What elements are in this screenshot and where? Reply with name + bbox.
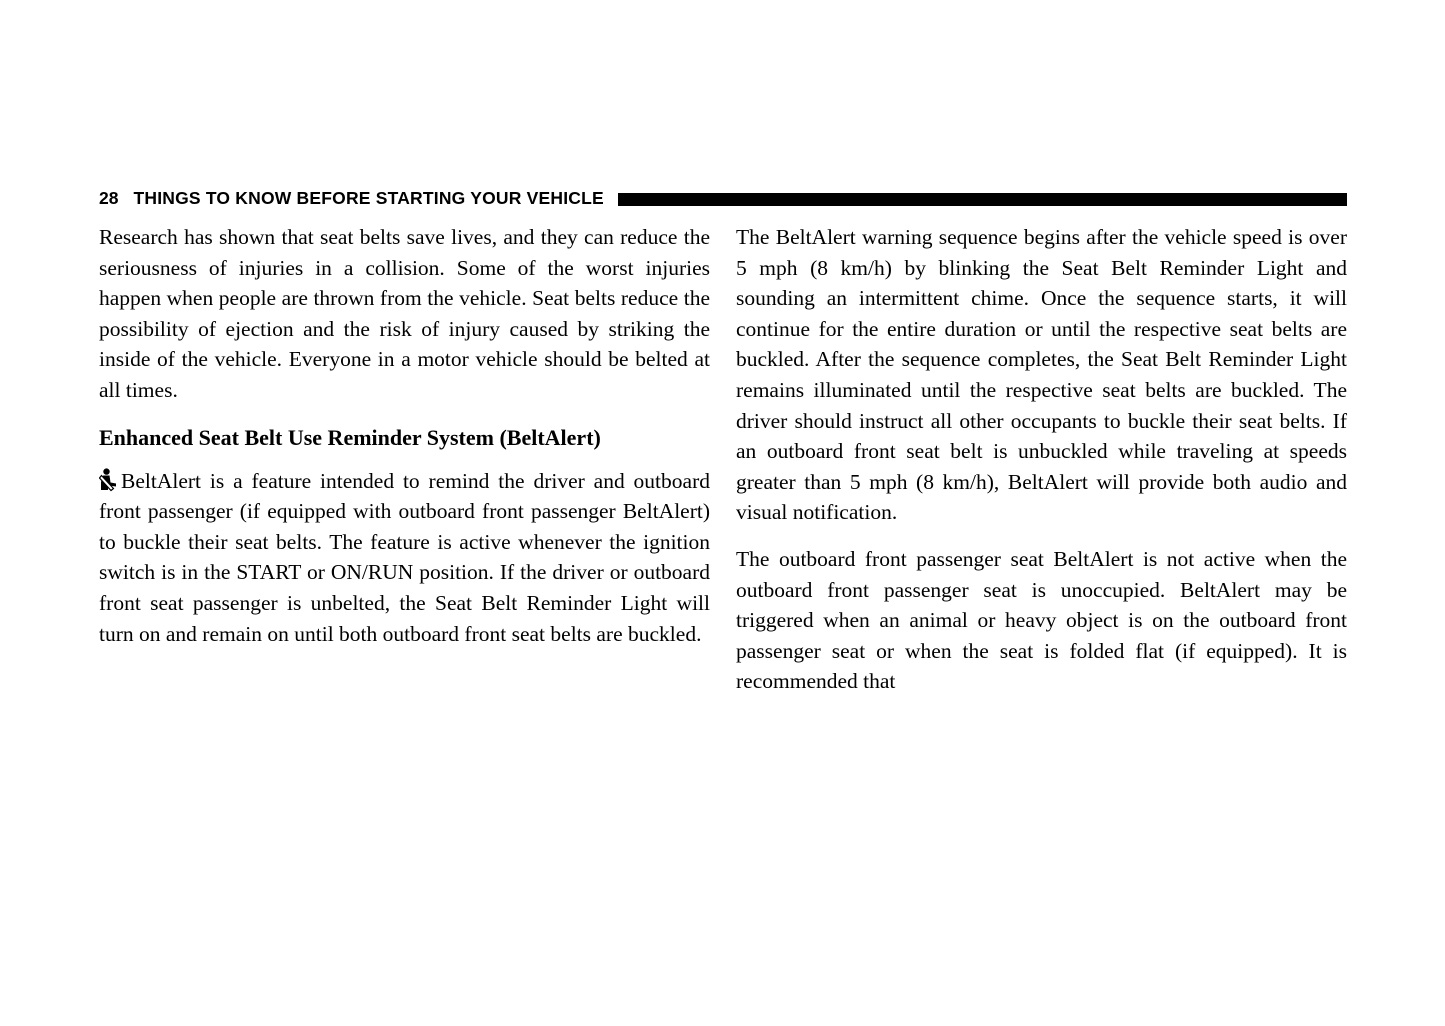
paragraph-beltalert-feature bbox=[99, 466, 710, 650]
paragraph-passenger-seat: The outboard front passenger seat BeltAlert is not active when the outboard front passenger seat is unoccupied. BeltAlert may be triggered when an animal or heavy object is on the outboard front passenger seat or when the seat is folded flat (if equipped). It is recommended that bbox=[736, 546, 1347, 694]
page-number: 28 bbox=[99, 188, 119, 208]
paragraph-warning-sequence: The BeltAlert warning sequence begins after the vehicle speed is over 5 mph (8 km/h) by blinking the Seat Belt Reminder Light and sounding an intermittent chime. Once the sequence starts, it will continue for the entire duration or until the respective seat belts are buckled. After the sequence completes, the Seat Belt Reminder Light remains illuminated until the respective seat belts are buckled. The driver should instruct all other occupants to buckle their seat belts. If an outboard front seat belt is unbuckled while traveling at speeds greater than 5 mph (8 km/h), BeltAlert will provide both audio and visual notification. bbox=[736, 225, 1347, 525]
paragraph-seatbelt-intro: Research has shown that seat belts save lives, and they can reduce the seriousness of injuries in a collision. Some of the worst injuries happen when people are thrown from the vehicle. Seat belts reduce the possibility of ejection and the risk of injury caused by striking the inside of the vehicle. Everyone in a motor vehicle should be belted at all times. bbox=[99, 225, 710, 402]
seat-belt-icon bbox=[99, 468, 118, 492]
left-column bbox=[99, 222, 710, 713]
section-heading-beltalert: Enhanced Seat Belt Use Reminder System (BeltAlert) bbox=[99, 424, 601, 450]
paragraph-beltalert-feature-text: BeltAlert is a feature intended to remind the driver and outboard front passenger (if equipped with outboard front passenger BeltAlert) to buckle their seat belts. The feature is active whenever the ignition switch is in the START or ON/RUN position. If the driver or outboard front seat passenger is unbelted, the Seat Belt Reminder Light will turn on and remain on until both outboard front seat belts are buckled. bbox=[99, 468, 710, 646]
header-rule-bar bbox=[618, 193, 1347, 206]
right-column bbox=[736, 222, 1347, 713]
text-columns bbox=[99, 222, 1347, 713]
header-title: THINGS TO KNOW BEFORE STARTING YOUR VEHICLE bbox=[133, 188, 604, 208]
page-header bbox=[99, 188, 1347, 209]
